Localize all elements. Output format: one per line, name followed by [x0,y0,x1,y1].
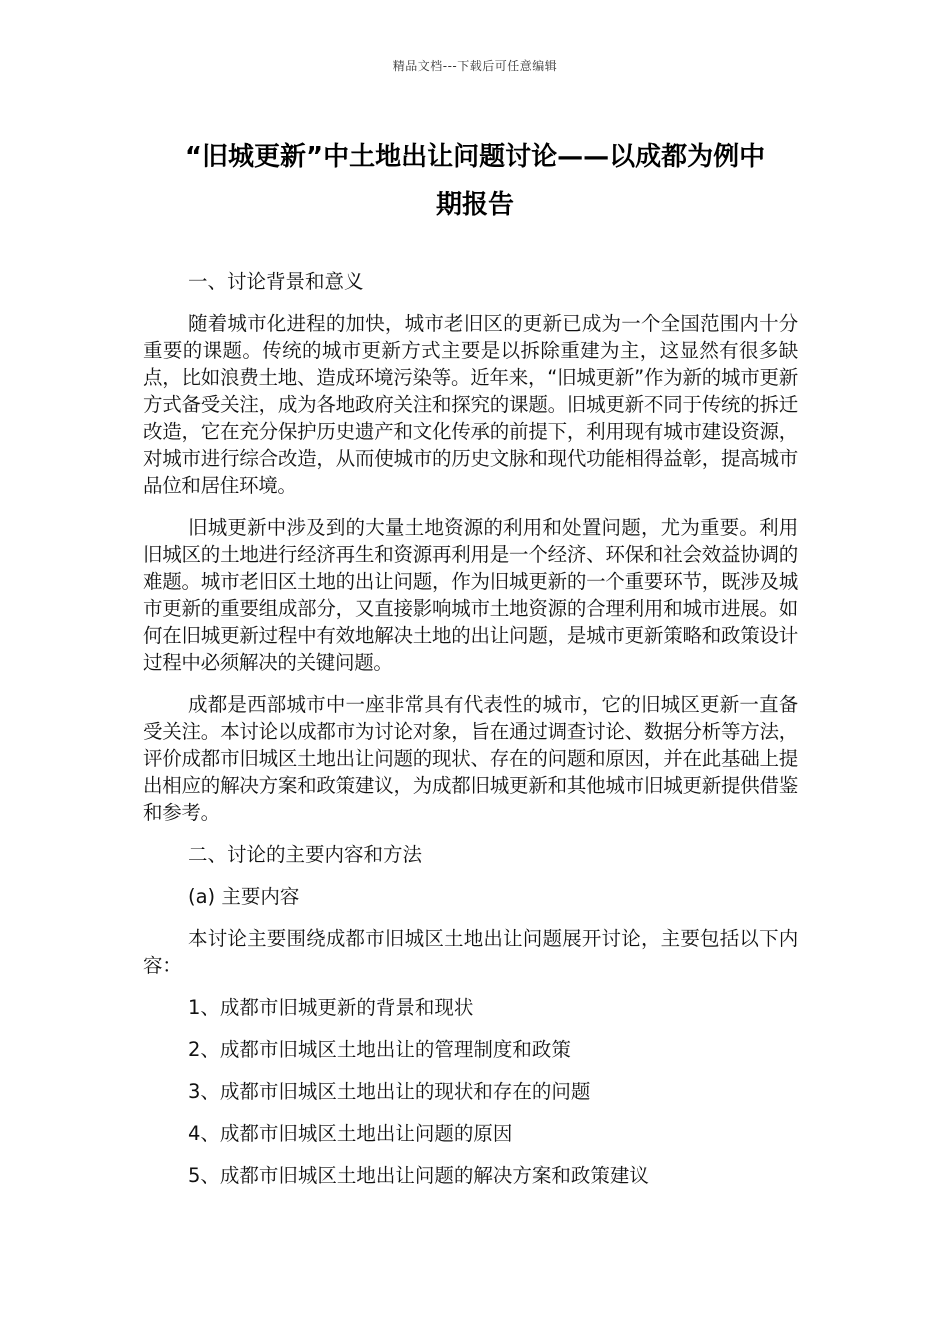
list-item: 3、成都市旧城区土地出让的现状和存在的问题 [188,1080,591,1103]
list-item: 4、成都市旧城区土地出让问题的原因 [188,1122,513,1145]
section-heading-background: 一、讨论背景和意义 [188,270,364,293]
document-title [140,133,810,229]
list-item: 5、成都市旧城区土地出让问题的解决方案和政策建议 [188,1164,649,1187]
paragraph-2: 旧城更新中涉及到的大量土地资源的利用和处置问题，尤为重要。利用旧城区的土地进行经济再生和资源再利用是一个经济、环保和社会效益协调的难题。城市老旧区土地的出让问题，作为旧城更新的一个重要环节，既涉及城市更新的重要组成部分，又直接影响城市土地资源的合理利用和城市进展。如何在旧城更新过程中有效地解决土地的出让问题，是城市更新策略和政策设计过程中必须解决的关键问题。 [143,516,798,674]
list-item: 2、成都市旧城区土地出让的管理制度和政策 [188,1038,571,1061]
paragraph-3: 成都是西部城市中一座非常具有代表性的城市，它的旧城区更新一直备受关注。本讨论以成都市为讨论对象，旨在通过调查讨论、数据分析等方法，评价成都市旧城区土地出让问题的现状、存在的问题和原因，并在此基础上提出相应的解决方案和政策建议，为成都旧城更新和其他城市旧城更新提供借鉴和参考。 [143,693,798,824]
section-heading-content: 二、讨论的主要内容和方法 [188,843,423,866]
document-title-line2: 期报告 [435,190,514,220]
paragraph-4: 本讨论主要围绕成都市旧城区土地出让问题展开讨论，主要包括以下内容： [143,927,798,977]
page-header: 精品文档---下载后可任意编辑 [392,59,558,73]
sub-heading-main-content: (a) 主要内容 [188,885,300,908]
content-list [143,994,798,1189]
document-title-line1: “旧城更新”中土地出让问题讨论——以成都为例中 [184,142,766,172]
list-item: 1、成都市旧城更新的背景和现状 [188,996,474,1019]
paragraph-1: 随着城市化进程的加快，城市老旧区的更新已成为一个全国范围内十分重要的课题。传统的城市更新方式主要是以拆除重建为主，这显然有很多缺点，比如浪费土地、造成环境污染等。近年来，“旧城更新”作为新的城市更新方式备受关注，成为各地政府关注和探究的课题。旧城更新不同于传统的拆迁改造，它在充分保护历史遗产和文化传承的前提下，利用现有城市建设资源，对城市进行综合改造，从而使城市的历史文脉和现代功能相得益彰，提高城市品位和居住环境。 [143,312,798,497]
document-body [143,268,798,1204]
